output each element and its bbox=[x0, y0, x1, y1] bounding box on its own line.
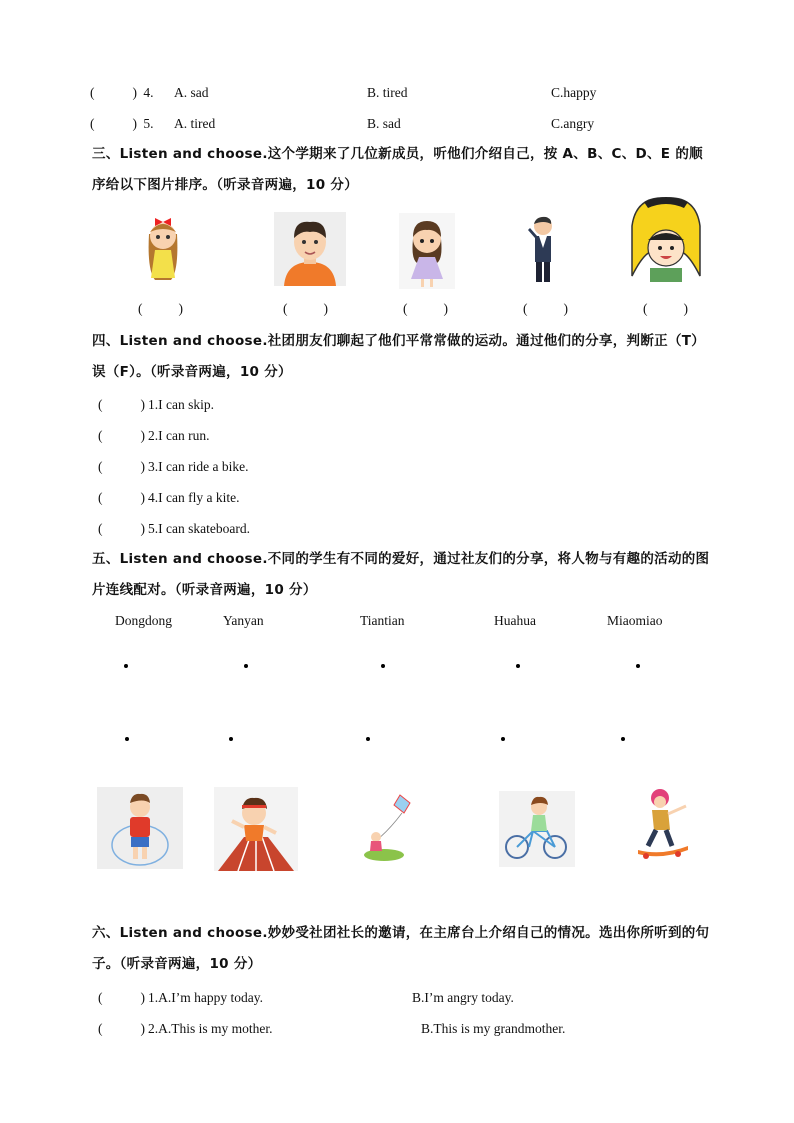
item-text: 4.I can fly a kite. bbox=[148, 490, 240, 505]
running-picture bbox=[214, 787, 298, 871]
option-a: A. sad bbox=[174, 85, 209, 100]
section-6-heading: 六、Listen and choose.妙妙受社团社长的邀请，在主席台上介绍自己的情况。选出你所听到的句子。（听录音两遍，10 分） bbox=[92, 925, 710, 972]
name-tiantian: Tiantian bbox=[360, 613, 405, 628]
name-miaomiao: Miaomiao bbox=[607, 613, 663, 628]
picture-dot-5[interactable] bbox=[621, 737, 625, 741]
question-number: 4. bbox=[143, 85, 154, 100]
girl-with-bow-picture bbox=[143, 210, 183, 286]
tf-item-3 bbox=[98, 458, 248, 476]
picture-dot-1[interactable] bbox=[125, 737, 129, 741]
option-c: C.angry bbox=[551, 116, 595, 131]
riding-bike-picture bbox=[499, 791, 575, 867]
order-blank-3[interactable]: ( ) bbox=[403, 301, 448, 316]
item-text: 1.I can skip. bbox=[148, 397, 214, 412]
answer-blank[interactable]: ( ) bbox=[98, 990, 145, 1005]
tf-item-2 bbox=[98, 427, 209, 445]
question-row-4 bbox=[90, 84, 154, 102]
question-number: 5. bbox=[143, 116, 154, 131]
item-text: 3.I can ride a bike. bbox=[148, 459, 249, 474]
picture-dot-4[interactable] bbox=[501, 737, 505, 741]
option-a: A. tired bbox=[174, 116, 216, 131]
answer-blank[interactable]: ( ) bbox=[98, 490, 145, 505]
skateboarding-picture bbox=[632, 784, 692, 864]
answer-blank[interactable]: ( ) bbox=[90, 85, 137, 100]
girl-purple-dress-picture bbox=[399, 213, 455, 289]
choice-row-1 bbox=[98, 989, 263, 1007]
option-a: 1.A.I’m happy today. bbox=[148, 990, 263, 1005]
answer-blank[interactable]: ( ) bbox=[98, 521, 145, 536]
option-b: B. sad bbox=[367, 116, 401, 131]
section-4-heading: 四、Listen and choose.社团朋友们聊起了他们平常常做的运动。通过他们的分享，判断正（T）误（F）。（听录音两遍，10 分） bbox=[92, 333, 706, 380]
order-blank-5[interactable]: ( ) bbox=[643, 301, 688, 316]
name-dot-2[interactable] bbox=[244, 664, 248, 668]
item-text: 5.I can skateboard. bbox=[148, 521, 250, 536]
man-cartoon-picture bbox=[526, 214, 562, 286]
name-dot-5[interactable] bbox=[636, 664, 640, 668]
tf-item-4 bbox=[98, 489, 239, 507]
order-blank-4[interactable]: ( ) bbox=[523, 301, 568, 316]
skipping-rope-picture bbox=[97, 787, 183, 869]
option-b: B.I’m angry today. bbox=[412, 990, 514, 1005]
section-5-heading: 五、Listen and choose.不同的学生有不同的爱好，通过社友们的分享，将人物与有趣的活动的图片连线配对。（听录音两遍，10 分） bbox=[92, 551, 710, 598]
name-dot-4[interactable] bbox=[516, 664, 520, 668]
choice-row-2 bbox=[98, 1020, 273, 1038]
option-a: 2.A.This is my mother. bbox=[148, 1021, 273, 1036]
name-dongdong: Dongdong bbox=[115, 613, 172, 628]
name-huahua: Huahua bbox=[494, 613, 536, 628]
name-dot-1[interactable] bbox=[124, 664, 128, 668]
name-dot-3[interactable] bbox=[381, 664, 385, 668]
option-b: B. tired bbox=[367, 85, 408, 100]
answer-blank[interactable]: ( ) bbox=[90, 116, 137, 131]
picture-dot-3[interactable] bbox=[366, 737, 370, 741]
answer-blank[interactable]: ( ) bbox=[98, 1021, 145, 1036]
name-yanyan: Yanyan bbox=[223, 613, 264, 628]
option-b: B.This is my grandmother. bbox=[421, 1021, 566, 1036]
tf-item-5 bbox=[98, 520, 250, 538]
order-blank-1[interactable]: ( ) bbox=[138, 301, 183, 316]
item-text: 2.I can run. bbox=[148, 428, 210, 443]
flying-kite-picture bbox=[360, 793, 418, 863]
answer-blank[interactable]: ( ) bbox=[98, 397, 145, 412]
boy-orange-shirt-picture bbox=[274, 212, 346, 286]
banana-hat-kid-picture bbox=[630, 196, 702, 286]
section-3-heading: 三、Listen and choose.这个学期来了几位新成员，听他们介绍自己，按 A、B、C、D、E 的顺序给以下图片排序。（听录音两遍，10 分） bbox=[92, 146, 703, 193]
order-blank-2[interactable]: ( ) bbox=[283, 301, 328, 316]
picture-dot-2[interactable] bbox=[229, 737, 233, 741]
option-c: C.happy bbox=[551, 85, 597, 100]
question-row-5 bbox=[90, 115, 154, 133]
answer-blank[interactable]: ( ) bbox=[98, 428, 145, 443]
tf-item-1 bbox=[98, 396, 214, 414]
answer-blank[interactable]: ( ) bbox=[98, 459, 145, 474]
